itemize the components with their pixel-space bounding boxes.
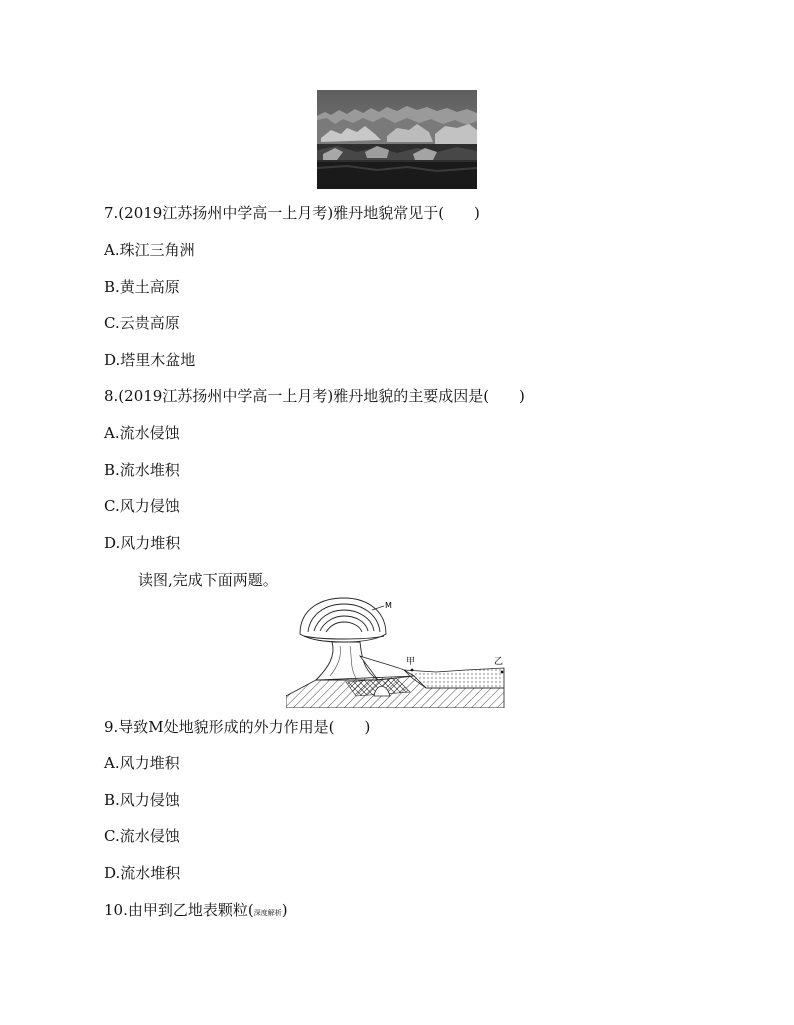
q10-close-paren: ) [281, 901, 288, 919]
q9-stem: 9.导致M处地貌形成的外力作用是( ) [104, 718, 371, 736]
q9-option-c: C.流水侵蚀 [104, 827, 180, 845]
mushroom-rock-diagram [286, 596, 510, 708]
q10-stem-text: 10.由甲到乙地表颗粒( [104, 901, 254, 919]
q7-option-d: D.塔里木盆地 [104, 351, 196, 369]
q8-option-b: B.流水堆积 [104, 461, 180, 479]
q8-stem: 8.(2019江苏扬州中学高一上月考)雅丹地貌的主要成因是( ) [104, 387, 525, 405]
label-jia: 甲 [406, 657, 416, 667]
q7-option-a: A.珠江三角洲 [104, 241, 195, 259]
label-yi: 乙 [494, 657, 504, 667]
q8-option-d: D.风力堆积 [104, 534, 181, 552]
deep-analysis-tag: 深度解析 [253, 909, 282, 917]
q7-option-c: C.云贵高原 [104, 314, 180, 332]
q9-option-a: A.风力堆积 [104, 754, 180, 772]
q9-option-d: D.流水堆积 [104, 864, 181, 882]
q10-stem [104, 900, 288, 923]
q9-option-b: B.风力侵蚀 [104, 791, 180, 809]
reading-instruction: 读图,完成下面两题。 [138, 571, 278, 589]
yardang-photo [317, 90, 477, 189]
q7-stem: 7.(2019江苏扬州中学高一上月考)雅丹地貌常见于( ) [104, 204, 480, 222]
label-m: M [385, 601, 392, 610]
q8-option-a: A.流水侵蚀 [104, 424, 180, 442]
q8-option-c: C.风力侵蚀 [104, 497, 180, 515]
q7-option-b: B.黄土高原 [104, 278, 180, 296]
